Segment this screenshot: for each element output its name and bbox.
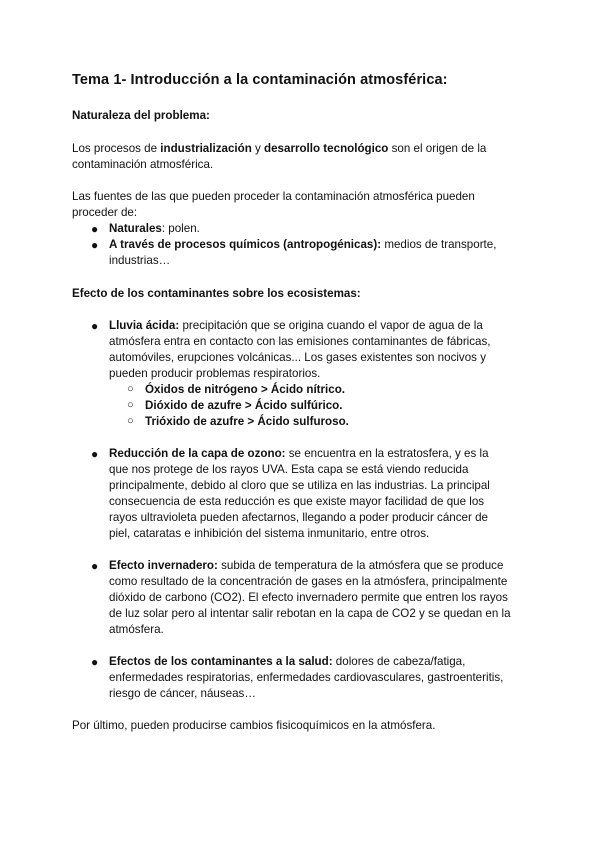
sub-list-item (127, 398, 343, 414)
sub-item-text: Óxidos de nitrógeno > Ácido nítrico. (145, 383, 346, 396)
bullet-label: Reducción de la capa de ozono: (109, 447, 286, 460)
sub-list-item (127, 414, 349, 430)
paragraph-fuentes: Las fuentes de las que pueden proceder la contaminación atmosférica pueden proceder de: (72, 190, 475, 219)
bullet-icon: ● (91, 222, 99, 236)
text: Los procesos de (72, 142, 161, 155)
sub-item-text: Trióxido de azufre > Ácido sulfuroso. (145, 415, 349, 428)
bullet-text: subida de temperatura de la atmósfera que se produce como resultado de la concentración de gases en la atmósfera, principalmente dióxido de carbono (CO2). El efecto invernadero permite que entren los rayos de luz solar pero al intentar salir rebotan en la capa de CO2 y se quedan en la atmósfera. (109, 559, 511, 636)
bullet-label: Lluvia ácida: (109, 319, 180, 332)
circle-bullet-icon: ○ (127, 399, 134, 411)
text: son el origen de la contaminación atmosférica. (72, 142, 487, 171)
bullet-icon: ● (91, 447, 99, 461)
bullet-label: Efecto invernadero: (109, 559, 218, 572)
list-item (91, 318, 507, 382)
bullet-icon: ● (91, 559, 99, 573)
bullet-text: se encuentra en la estratosfera, y es la que nos protege de los rayos UVA. Esta capa se está viendo reducida principalmente, debido al cloro que se utiliza en las industrias. La principal consecuencia de esta reducción es que existe mayor facilidad de que los rayos ultravioleta pueden afectarnos, llegando a poder producir cáncer de piel, cataratas e inhibición del sistema inmunitario, entre otros. (109, 447, 490, 540)
list-item (91, 446, 511, 542)
bullet-label: Naturales (109, 222, 162, 235)
section-heading-efectos: Efecto de los contaminantes sobre los ecosistemas: (72, 287, 361, 300)
list-item (91, 558, 519, 638)
page-title: Tema 1- Introducción a la contaminación atmosférica: (72, 72, 448, 88)
list-item (91, 654, 521, 702)
sub-list-item (127, 382, 346, 398)
bullet-text: : polen. (161, 222, 200, 235)
bullet-label: Efectos de los contaminantes a la salud: (109, 655, 333, 668)
bold-term: industrialización (160, 142, 252, 155)
text: y (251, 142, 265, 155)
sub-item-text: Dióxido de azufre > Ácido sulfúrico. (145, 399, 343, 412)
bold-term: desarrollo tecnológico (264, 142, 389, 155)
list-item (91, 237, 519, 269)
bullet-text: precipitación que se origina cuando el vapor de agua de la atmósfera entra en contacto con las emisiones contaminantes de fábricas, automóviles, erupciones volcánicas... Los gases existentes son nocivos y pueden producir problemas respiratorios. (109, 319, 491, 380)
list-item (91, 221, 529, 237)
bullet-text: medios de transporte, industrias… (109, 238, 497, 267)
paragraph-origen (72, 141, 520, 173)
circle-bullet-icon: ○ (127, 415, 134, 427)
section-heading-naturaleza: Naturaleza del problema: (72, 109, 210, 122)
bullet-icon: ● (91, 238, 99, 252)
bullet-icon: ● (91, 319, 99, 333)
paragraph-closing: Por último, pueden producirse cambios fisicoquímicos en la atmósfera. (72, 719, 436, 732)
bullet-icon: ● (91, 655, 99, 669)
circle-bullet-icon: ○ (127, 383, 134, 395)
bullet-label: A través de procesos químicos (antropogénicas): (109, 238, 382, 251)
bullet-text: dolores de cabeza/fatiga, enfermedades respiratorias, enfermedades cardiovasculares, gastroenteritis, riesgo de cáncer, náuseas… (109, 655, 504, 700)
